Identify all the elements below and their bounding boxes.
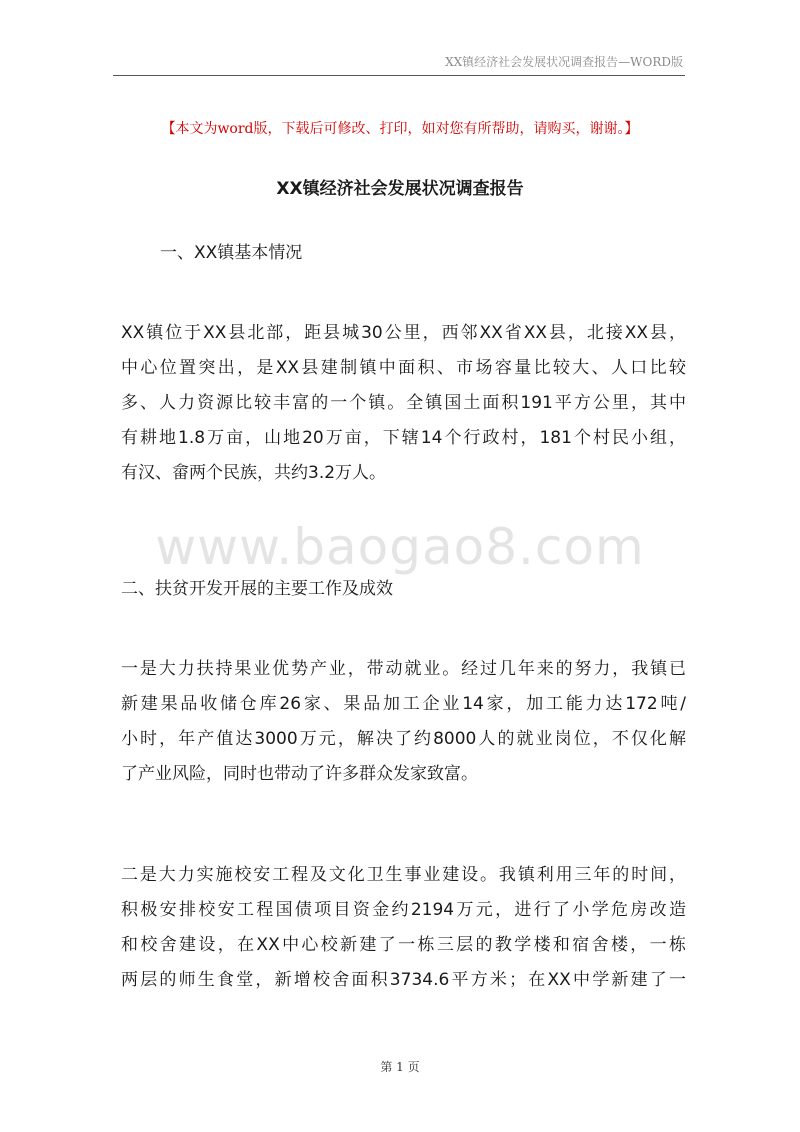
text-line: 中心位置突出，是XX县建制镇中面积、市场容量比较大、人口比较 <box>121 358 686 378</box>
text-line: 小时，年产值达3000万元，解决了约8000人的就业岗位，不仅化解 <box>121 729 686 749</box>
text-line: 积极安排校安工程国债项目资金约2194万元，进行了小学危房改造 <box>121 900 686 920</box>
text-line: 有汉、畲两个民族，共约3.2万人。 <box>121 463 387 483</box>
text-line: 两层的师生食堂，新增校舍面积3734.6平方米；在XX中学新建了一 <box>121 970 686 990</box>
purchase-notice: 【本文为word版，下载后可修改、打印，如对您有所帮助，请购买，谢谢。】 <box>161 121 639 137</box>
text-line: 和校舍建设，在XX中心校新建了一栋三层的教学楼和宿舍楼，一栋 <box>121 935 686 955</box>
paragraph-fruit-industry <box>121 652 686 792</box>
text-line: 多、人力资源比较丰富的一个镇。全镇国土面积191平方公里，其中 <box>121 393 686 413</box>
section-heading-1: 一、XX镇基本情况 <box>160 243 303 263</box>
text-line: 一是大力扶持果业优势产业，带动就业。经过几年来的努力，我镇已 <box>121 659 686 679</box>
paragraph-basic-info <box>121 316 686 491</box>
page-number: 第 1 页 <box>380 1060 420 1074</box>
section-heading-2: 二、扶贫开发开展的主要工作及成效 <box>121 579 393 599</box>
text-line: 二是大力实施校安工程及文化卫生事业建设。我镇利用三年的时间， <box>121 865 686 885</box>
document-title: XX镇经济社会发展状况调查报告 <box>276 179 524 199</box>
header-divider <box>113 75 685 76</box>
text-line: XX镇位于XX县北部，距县城30公里，西邻XX省XX县，北接XX县， <box>121 323 686 343</box>
running-header: XX镇经济社会发展状况调查报告—WORD版 <box>445 55 683 69</box>
paragraph-school-project <box>121 858 686 998</box>
text-line: 新建果品收储仓库26家、果品加工企业14家，加工能力达172吨/ <box>121 694 686 714</box>
text-line: 了产业风险，同时也带动了许多群众发家致富。 <box>121 764 478 784</box>
text-line: 有耕地1.8万亩，山地20万亩，下辖14个行政村，181个村民小组， <box>121 428 686 448</box>
watermark: www.baogao8.com <box>155 518 645 576</box>
